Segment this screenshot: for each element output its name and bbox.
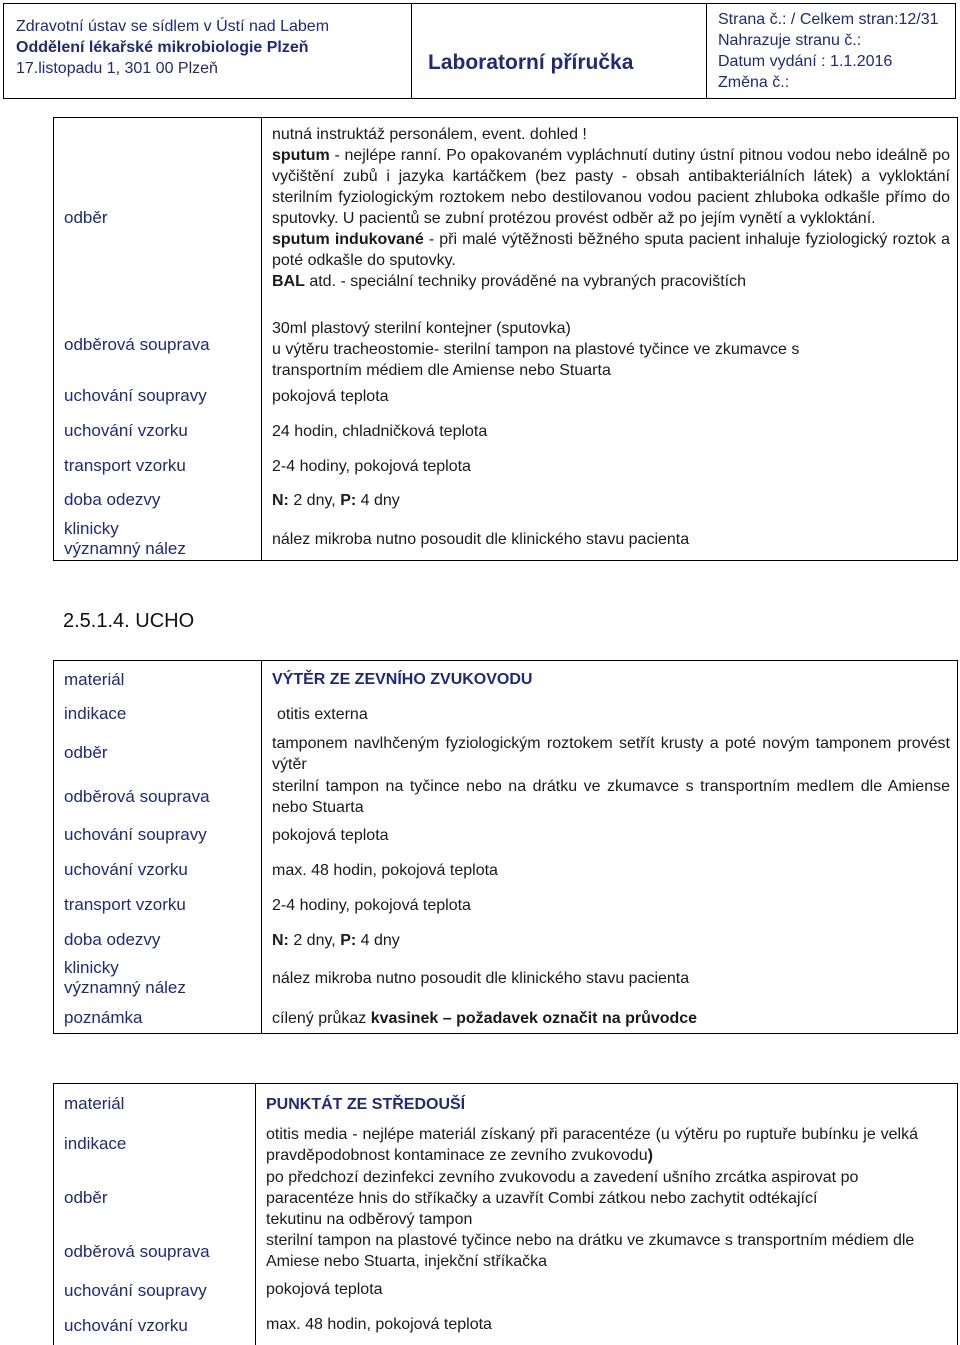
label-uchovani-soupravy: uchování soupravy <box>64 825 207 844</box>
value-transport: 2-4 hodiny, pokojová teplota <box>272 897 471 914</box>
value-poznamka <box>272 1008 697 1029</box>
header-divider <box>411 4 412 98</box>
poznamka-pozadavek: požadavek označit na průvodce <box>456 1010 698 1027</box>
value-klinicky: nález mikroba nutno posoudit dle klinického stavu pacienta <box>272 970 690 987</box>
sputum-text: - nejlépe ranní. Po opakovaném vypláchnutí dutiny ústní pitnou vodou nebo ideálně po vyčištění zubů i jazyka kartáčkem (bez pasty - obsah antibakteriálních látek) a vykloktání sterilním fyziologickým roztokem nebo destilovanou vodou pacient zhluboka odkašle přímo do sputovky. U pacientů se zubní protézou provést odběr až po jejím vynětí a vykloktání. <box>272 147 950 227</box>
value-uchovani-soupravy: pokojová teplota <box>272 388 389 405</box>
value-material: PUNKTÁT ZE STŘEDOUŠÍ <box>266 1096 466 1113</box>
header-page-info <box>718 9 939 93</box>
value-uchovani-soupravy: pokojová teplota <box>272 827 389 844</box>
value-souprava: sterilní tampon na plastové tyčince nebo na drátku ve zkumavce s transportním médiem dle Amiese nebo Stuarta, injekční stříkačka <box>266 1232 915 1270</box>
value-odber: po předchozí dezinfekci zevního zvukovodu a zavedení ušního zrcátka aspirovat po paracentéze hnis do stříkačky a uzavřít Combi zátkou nebo zachytit odtékající tekutinu na odběrový tampon <box>266 1169 859 1228</box>
doba-n-label: N: <box>272 932 289 949</box>
change-number: Změna č.: <box>718 74 790 91</box>
label-souprava: odběrová souprava <box>64 335 210 354</box>
department-name: Oddělení lékařské mikrobiologie Plzeň <box>16 39 309 56</box>
label-uchovani-soupravy: uchování soupravy <box>64 1281 207 1300</box>
label-doba-odezvy: doba odezvy <box>64 930 161 949</box>
label-uchovani-vzorku: uchování vzorku <box>64 421 188 440</box>
label-klinicky <box>64 958 186 998</box>
label-odber: odběr <box>64 743 108 762</box>
label-klinicky-line2: významný nález <box>64 539 186 558</box>
odber-instruction: nutná instruktáž personálem, event. dohled ! <box>272 126 587 143</box>
label-indikace: indikace <box>64 1134 127 1153</box>
sputum-term: sputum <box>272 147 330 164</box>
label-souprava: odběrová souprava <box>64 1242 210 1261</box>
column-divider <box>255 1084 256 1345</box>
doba-n-label: N: <box>272 492 289 509</box>
label-klinicky-line1: klinicky <box>64 958 119 977</box>
document-header <box>3 3 956 99</box>
label-klinicky-line1: klinicky <box>64 519 119 538</box>
poznamka-dash: – <box>438 1010 457 1027</box>
value-indikace <box>266 1124 918 1166</box>
header-divider <box>706 4 707 98</box>
value-doba-odezvy <box>272 490 400 511</box>
column-divider <box>261 661 262 1033</box>
vyter-zvukovodu-table <box>53 660 958 1034</box>
org-address: 17.listopadu 1, 301 00 Plzeň <box>16 60 218 77</box>
punktat-stredousi-table <box>53 1083 958 1345</box>
doba-p-value: 4 dny <box>356 492 400 509</box>
doba-p-label: P: <box>340 932 357 949</box>
indikace-paren: ) <box>647 1147 653 1164</box>
doba-n-value: 2 dny, <box>288 492 341 509</box>
value-material: VÝTĚR ZE ZEVNÍHO ZVUKOVODU <box>272 671 533 688</box>
label-material: materiál <box>64 670 125 689</box>
value-doba-odezvy <box>272 930 400 951</box>
indikace-text: otitis media - nejlépe materiál získaný při paracentéze (u výtěru po ruptuře bubínku je velká pravděpodobnost kontaminace ze zevního zvukovodu <box>266 1126 918 1164</box>
replaces-page: Nahrazuje stranu č.: <box>718 32 862 49</box>
value-uchovani-soupravy: pokojová teplota <box>266 1281 383 1298</box>
souprava-line2: u výtěru tracheostomie- sterilní tampon na plastové tyčince ve zkumavce s transportním médiem dle Amiense nebo Stuarta <box>272 341 800 379</box>
label-klinicky-line2: významný nález <box>64 978 186 997</box>
odber-sputum-indukovane <box>272 229 950 271</box>
value-uchovani-vzorku: max. 48 hodin, pokojová teplota <box>272 862 498 879</box>
document-title: Laboratorní příručka <box>428 51 634 74</box>
sputum-indukovane-term: sputum indukované <box>272 231 424 248</box>
value-uchovani-vzorku: 24 hodin, chladničková teplota <box>272 423 488 440</box>
label-material: materiál <box>64 1094 125 1113</box>
value-indikace: otitis externa <box>277 706 368 723</box>
odber-sputum <box>272 145 950 229</box>
odber-bal <box>272 271 950 292</box>
label-transport: transport vzorku <box>64 895 186 914</box>
label-doba-odezvy: doba odezvy <box>64 490 161 509</box>
section-heading: 2.5.1.4. UCHO <box>63 610 195 632</box>
label-transport: transport vzorku <box>64 456 186 475</box>
column-divider <box>261 118 262 560</box>
org-name: Zdravotní ústav se sídlem v Ústí nad Labem <box>16 18 330 35</box>
souprava-line1: 30ml plastový sterilní kontejner (sputovka) <box>272 320 571 337</box>
doba-n-value: 2 dny, <box>288 932 341 949</box>
value-souprava: sterilní tampon na tyčince nebo na drátku ve zkumavce s transportním medIem dle Amiense nebo Stuarta <box>272 778 950 816</box>
value-souprava <box>272 318 950 381</box>
bal-term: BAL <box>272 273 305 290</box>
value-klinicky: nález mikroba nutno posoudit dle klinického stavu pacienta <box>272 531 690 548</box>
poznamka-kvasinek: kvasinek <box>370 1010 439 1027</box>
doba-p-value: 4 dny <box>356 932 400 949</box>
label-uchovani-vzorku: uchování vzorku <box>64 1316 188 1335</box>
value-uchovani-vzorku: max. 48 hodin, pokojová teplota <box>266 1316 492 1333</box>
label-poznamka: poznámka <box>64 1008 143 1027</box>
bal-text: atd. - speciální techniky prováděné na vybraných pracovištích <box>304 273 747 290</box>
page-number: Strana č.: / Celkem stran:12/31 <box>718 11 939 28</box>
doba-p-label: P: <box>340 492 357 509</box>
label-uchovani-vzorku: uchování vzorku <box>64 860 188 879</box>
poznamka-text: cílený průkaz <box>272 1010 371 1027</box>
label-souprava: odběrová souprava <box>64 787 210 806</box>
value-odber <box>272 124 950 292</box>
value-odber: tamponem navlhčeným fyziologickým roztokem setřít krusty a poté novým tamponem provést výtěr <box>272 735 950 773</box>
sputum-table <box>53 117 958 561</box>
value-transport: 2-4 hodiny, pokojová teplota <box>272 458 471 475</box>
label-odber: odběr <box>64 208 108 227</box>
label-odber: odběr <box>64 1188 108 1207</box>
header-organization <box>16 16 329 79</box>
label-indikace: indikace <box>64 704 127 723</box>
label-klinicky <box>64 519 186 559</box>
sputum-indukovane-text: - při malé výtěžnosti běžného sputa pacient inhaluje fyziologický roztok a poté odkašle do sputovky. <box>272 231 950 269</box>
label-uchovani-soupravy: uchování soupravy <box>64 386 207 405</box>
issue-date: Datum vydání : 1.1.2016 <box>718 53 893 70</box>
